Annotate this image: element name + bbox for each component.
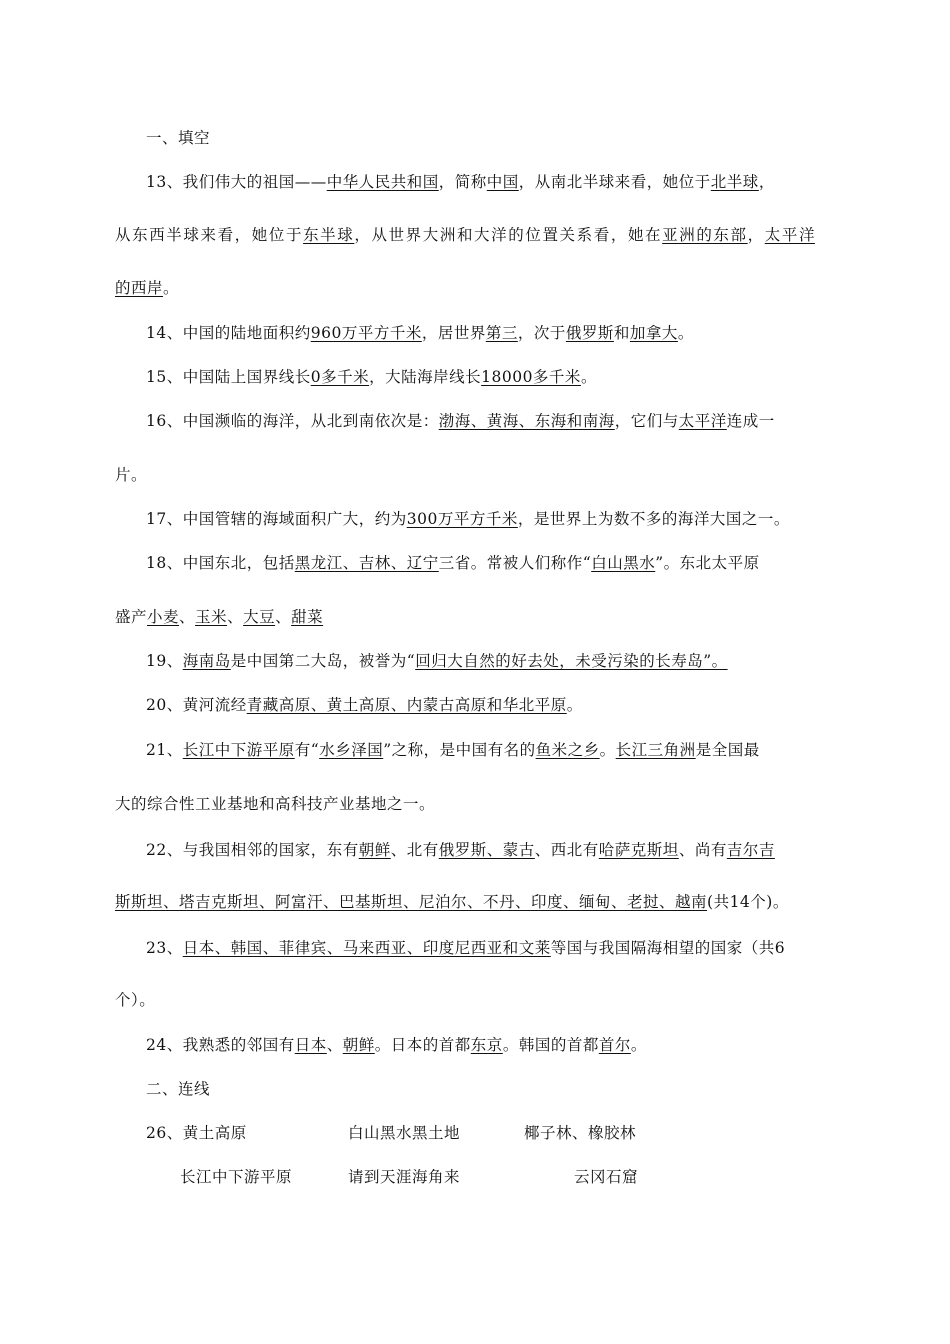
answer-blank: 斯斯坦、塔吉克斯坦、阿富汗、巴基斯坦、尼泊尔、不丹、印度、缅甸、老挝、越南 <box>115 893 708 911</box>
question-21-line-1: 21、长江中下游平原有“水乡泽国”之称，是中国有名的鱼米之乡。长江三角洲是全国最 <box>146 741 760 759</box>
answer-blank: 东半球 <box>303 226 355 244</box>
answer-blank: 18000多千米 <box>481 368 581 386</box>
answer-blank: 水乡泽国 <box>319 741 384 759</box>
answer-blank: 小麦 <box>147 608 180 626</box>
question-20: 20、黄河流经青藏高原、黄土高原、内蒙古高原和华北平原。 <box>146 696 583 714</box>
answer-blank: 中华人民共和国 <box>326 173 439 191</box>
answer-blank: 俄罗斯、蒙古 <box>438 841 535 859</box>
question-22-line-2: 斯斯坦、塔吉克斯坦、阿富汗、巴基斯坦、尼泊尔、不丹、印度、缅甸、老挝、越南(共14个)。 <box>115 893 789 911</box>
matching-item: 椰子林、橡胶林 <box>524 1124 637 1142</box>
question-15: 15、中国陆上国界线长0多千米，大陆海岸线长18000多千米。 <box>146 368 597 386</box>
question-13-line-2: 从东西半球来看，她位于东半球，从世界大洲和大洋的位置关系看，她在亚洲的东部，太平洋 <box>115 226 815 244</box>
answer-blank: 中国 <box>486 173 519 191</box>
question-14: 14、中国的陆地面积约960万平方千米，居世界第三，次于俄罗斯和加拿大。 <box>146 324 694 342</box>
answer-blank: 的西岸 <box>115 279 164 297</box>
answer-blank: 海南岛 <box>182 652 231 670</box>
question-16-line-2: 片。 <box>115 466 148 484</box>
question-18-line-2: 盛产小麦、玉米、大豆、甜菜 <box>115 608 324 626</box>
answer-blank: 北半球 <box>710 173 759 191</box>
matching-item: 长江中下游平原 <box>180 1168 293 1186</box>
answer-blank: 太平洋 <box>764 226 815 244</box>
question-21-line-2: 大的综合性工业基地和高科技产业基地之一。 <box>115 795 436 813</box>
answer-blank: 东京 <box>470 1036 503 1054</box>
answer-blank: 960万平方千米 <box>310 324 422 342</box>
answer-blank: 300万平方千米 <box>406 510 518 528</box>
answer-blank: 第三 <box>485 324 518 342</box>
answer-blank: 日本 <box>294 1036 327 1054</box>
answer-blank: 太平洋 <box>678 412 727 430</box>
section-heading-matching: 二、连线 <box>146 1080 211 1098</box>
question-16-line-1: 16、中国濒临的海洋，从北到南依次是：渤海、黄海、东海和南海，它们与太平洋连成一 <box>146 412 775 430</box>
answer-blank: 白山黑水 <box>591 554 656 572</box>
answer-blank: 渤海、黄海、东海和南海 <box>438 412 615 430</box>
answer-blank: 日本、韩国、菲律宾、马来西亚、印度尼西亚和文莱 <box>182 939 551 957</box>
answer-blank: 亚洲的东部 <box>662 226 748 244</box>
answer-blank: 长江中下游平原 <box>182 741 295 759</box>
answer-blank: 哈萨克斯坦 <box>598 841 679 859</box>
question-19: 19、海南岛是中国第二大岛，被誉为“回归大自然的好去处，未受污染的长寿岛”。 <box>146 652 728 670</box>
answer-blank: 回归大自然的好去处，未受污染的长寿岛”。 <box>415 652 728 670</box>
question-18-line-1: 18、中国东北，包括黑龙江、吉林、辽宁三省。常被人们称作“白山黑水”。东北太平原 <box>146 554 760 572</box>
matching-item: 白山黑水黑土地 <box>348 1124 461 1142</box>
answer-blank: 鱼米之乡 <box>535 741 600 759</box>
answer-blank: 青藏高原、黄土高原、内蒙古高原和华北平原 <box>246 696 567 714</box>
question-13-line-3: 的西岸。 <box>115 279 180 297</box>
answer-blank: 俄罗斯 <box>565 324 614 342</box>
matching-item: 请到天涯海角来 <box>348 1168 461 1186</box>
question-23-line-2: 个）。 <box>115 991 156 1009</box>
question-22-line-1: 22、与我国相邻的国家，东有朝鲜、北有俄罗斯、蒙古、西北有哈萨克斯坦、尚有吉尔吉 <box>146 841 775 859</box>
question-24: 24、我熟悉的邻国有日本、朝鲜。日本的首都东京。韩国的首都首尔。 <box>146 1036 647 1054</box>
answer-blank: 0多千米 <box>310 368 370 386</box>
matching-item: 26、黄土高原 <box>146 1124 247 1142</box>
answer-blank: 加拿大 <box>629 324 678 342</box>
answer-blank: 大豆 <box>243 608 276 626</box>
answer-blank: 朝鲜 <box>358 841 391 859</box>
section-heading-fill-blank: 一、填空 <box>146 129 211 147</box>
answer-blank: 甜菜 <box>291 608 324 626</box>
answer-blank: 吉尔吉 <box>726 841 775 859</box>
matching-item: 云冈石窟 <box>574 1168 639 1186</box>
answer-blank: 黑龙江、吉林、辽宁 <box>294 554 439 572</box>
answer-blank: 长江三角洲 <box>615 741 696 759</box>
answer-blank: 玉米 <box>195 608 228 626</box>
question-13-line-1: 13、我们伟大的祖国——中华人民共和国，简称中国，从南北半球来看，她位于北半球， <box>146 173 775 191</box>
question-23-line-1: 23、日本、韩国、菲律宾、马来西亚、印度尼西亚和文莱等国与我国隔海相望的国家（共6 <box>146 939 786 957</box>
answer-blank: 首尔 <box>598 1036 631 1054</box>
answer-blank: 朝鲜 <box>342 1036 375 1054</box>
question-17: 17、中国管辖的海域面积广大，约为300万平方千米，是世界上为数不多的海洋大国之一。 <box>146 510 790 528</box>
